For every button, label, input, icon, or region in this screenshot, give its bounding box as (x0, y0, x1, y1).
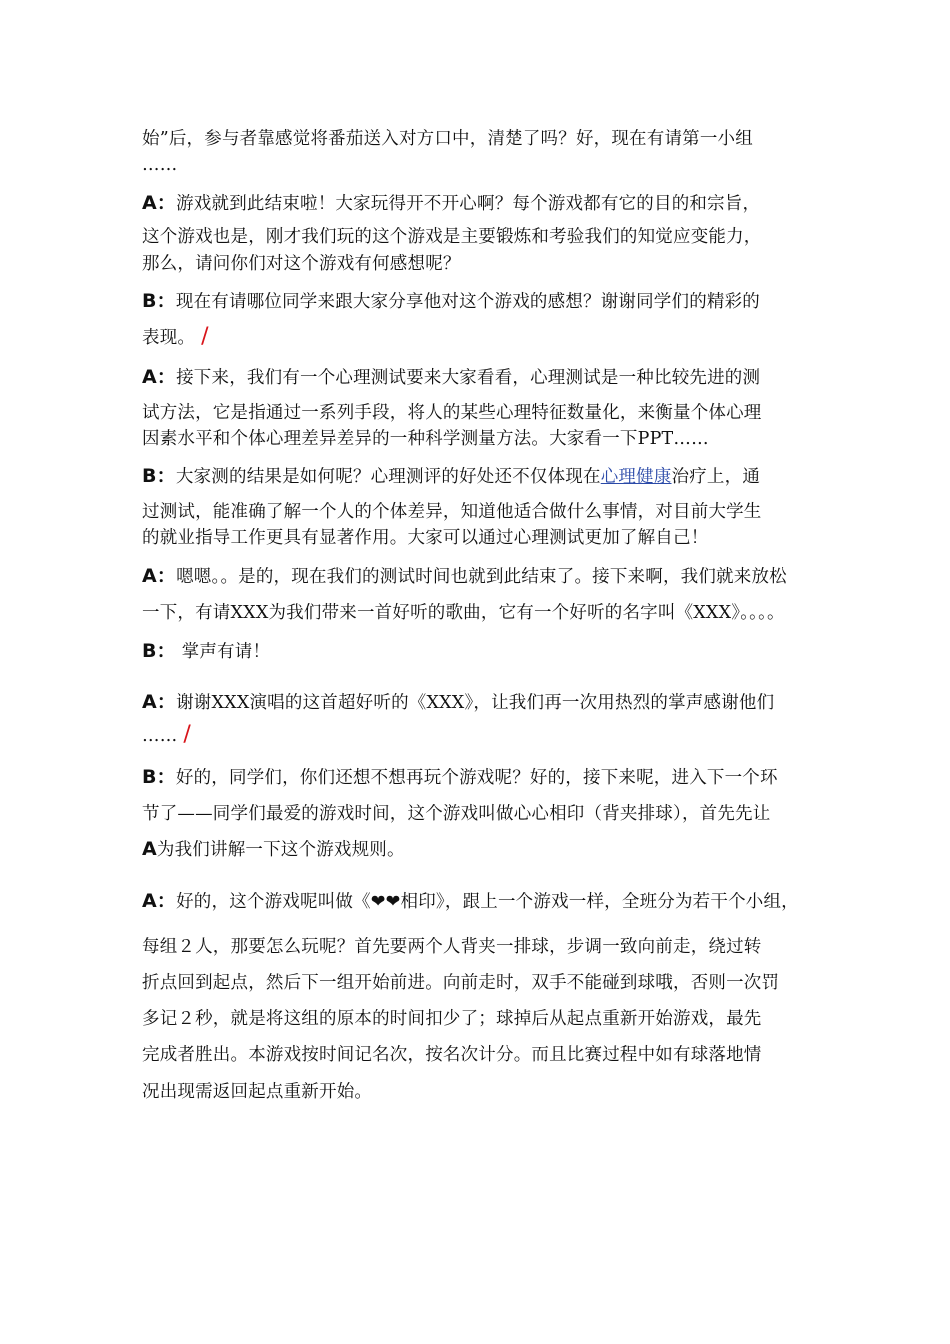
text-line: 因素水平和个体心理差异差异的一种科学测量方法。大家看一下PPT…… (142, 429, 709, 449)
speaker-label: A： (142, 366, 177, 388)
text-line: 一下，有请XXX为我们带来一首好听的歌曲，它有一个好听的名字叫《XXX》。。。。 (142, 603, 785, 623)
speaker-label: A： (142, 691, 177, 713)
text-line: 况出现需返回起点重新开始。 (142, 1082, 373, 1102)
text-line: 接下来，我们有一个心理测试要来大家看看，心理测试是一种比较先进的测 (176, 368, 761, 388)
red-slash-mark: / (201, 324, 209, 349)
red-slash-mark: / (183, 722, 192, 747)
speaker-label: A： (142, 890, 177, 912)
text-line: 好的，这个游戏呢叫做《❤❤相印》，跟上一个游戏一样，全班分为若干个小组， (176, 892, 799, 912)
speaker-label: A： (142, 565, 177, 587)
text-line: 大家测的结果是如何呢？心理测评的好处还不仅体现在 (175, 467, 601, 487)
speaker-label: B： (142, 465, 176, 487)
text-line: 过测试，能准确了解一个人的个体差异，知道他适合做什么事情，对目前大学生 (142, 502, 762, 522)
text-line: 治疗上，通 (671, 467, 761, 487)
text-line: 好的，同学们，你们还想不想再玩个游戏呢？好的，接下来呢，进入下一个环 (175, 768, 778, 788)
text-line: 为我们讲解一下这个游戏规则。 (156, 840, 405, 860)
text-line: 游戏就到此结束啦！大家玩得开不开心啊？每个游戏都有它的目的和宗旨， (176, 194, 761, 214)
paragraph-b-applause (142, 636, 822, 663)
text-line: 的就业指导工作更具有显著作用。大家可以通过心理测试更加了解自己！ (142, 528, 709, 548)
text-line: 始”后，参与者靠感觉将番茄送入对方口中，清楚了吗？好，现在有请第一小组 (142, 129, 753, 149)
speaker-label: B： (142, 290, 176, 312)
text-line: …… (142, 726, 178, 746)
paragraph-a-song-intro (142, 561, 822, 624)
text-line: 节了——同学们最爱的游戏时间，这个游戏叫做心心相印（背夹排球），首先先让 (142, 804, 771, 824)
speaker-label: A： (142, 192, 177, 214)
speaker-label: A (142, 838, 157, 860)
mental-health-link[interactable]: 心理健康 (600, 467, 672, 487)
text-line: 表现。 (142, 328, 196, 348)
text-line: 现在有请哪位同学来跟大家分享他对这个游戏的感想？谢谢同学们的精彩的 (175, 292, 760, 312)
text-line: 那么，请问你们对这个游戏有何感想呢？ (142, 254, 461, 274)
paragraph-a-thanks (142, 687, 822, 747)
text-line: 每组２人，那要怎么玩呢？首先要两个人背夹一排球，步调一致向前走，绕过转 (142, 937, 762, 957)
text-line: 完成者胜出。本游戏按时间记名次，按名次计分。而且比赛过程中如有球落地情 (142, 1045, 762, 1065)
text-line: 试方法，它是指通过一系列手段，将人的某些心理特征数量化，来衡量个体心理 (142, 403, 762, 423)
paragraph-b-test-results (142, 461, 822, 549)
paragraph-a-game-rules (142, 886, 822, 1103)
text-line: 折点回到起点，然后下一组开始前进。向前走时，双手不能碰到球哦，否则一次罚 (142, 973, 780, 993)
text-line: 这个游戏也是，刚才我们玩的这个游戏是主要锻炼和考验我们的知觉应变能力， (142, 227, 762, 247)
paragraph-a-game-end (142, 188, 822, 275)
text-line: 谢谢XXX演唱的这首超好听的《XXX》，让我们再一次用热烈的掌声感谢他们 (176, 693, 775, 713)
speaker-label: B： (142, 640, 176, 662)
paragraph-a-psych-test (142, 362, 822, 450)
paragraph-intro (142, 125, 822, 175)
speaker-label: B： (142, 766, 176, 788)
paragraph-b-share (142, 286, 822, 349)
text-line: 嗯嗯。。是的，现在我们的测试时间也就到此结束了。接下来啊，我们就来放松 (176, 567, 787, 587)
text-line: 多记２秒，就是将这组的原本的时间扣少了；球掉后从起点重新开始游戏，最先 (142, 1009, 762, 1029)
text-line: …… (142, 155, 178, 175)
text-line: 掌声有请！ (175, 642, 271, 662)
paragraph-b-next-game (142, 762, 822, 861)
